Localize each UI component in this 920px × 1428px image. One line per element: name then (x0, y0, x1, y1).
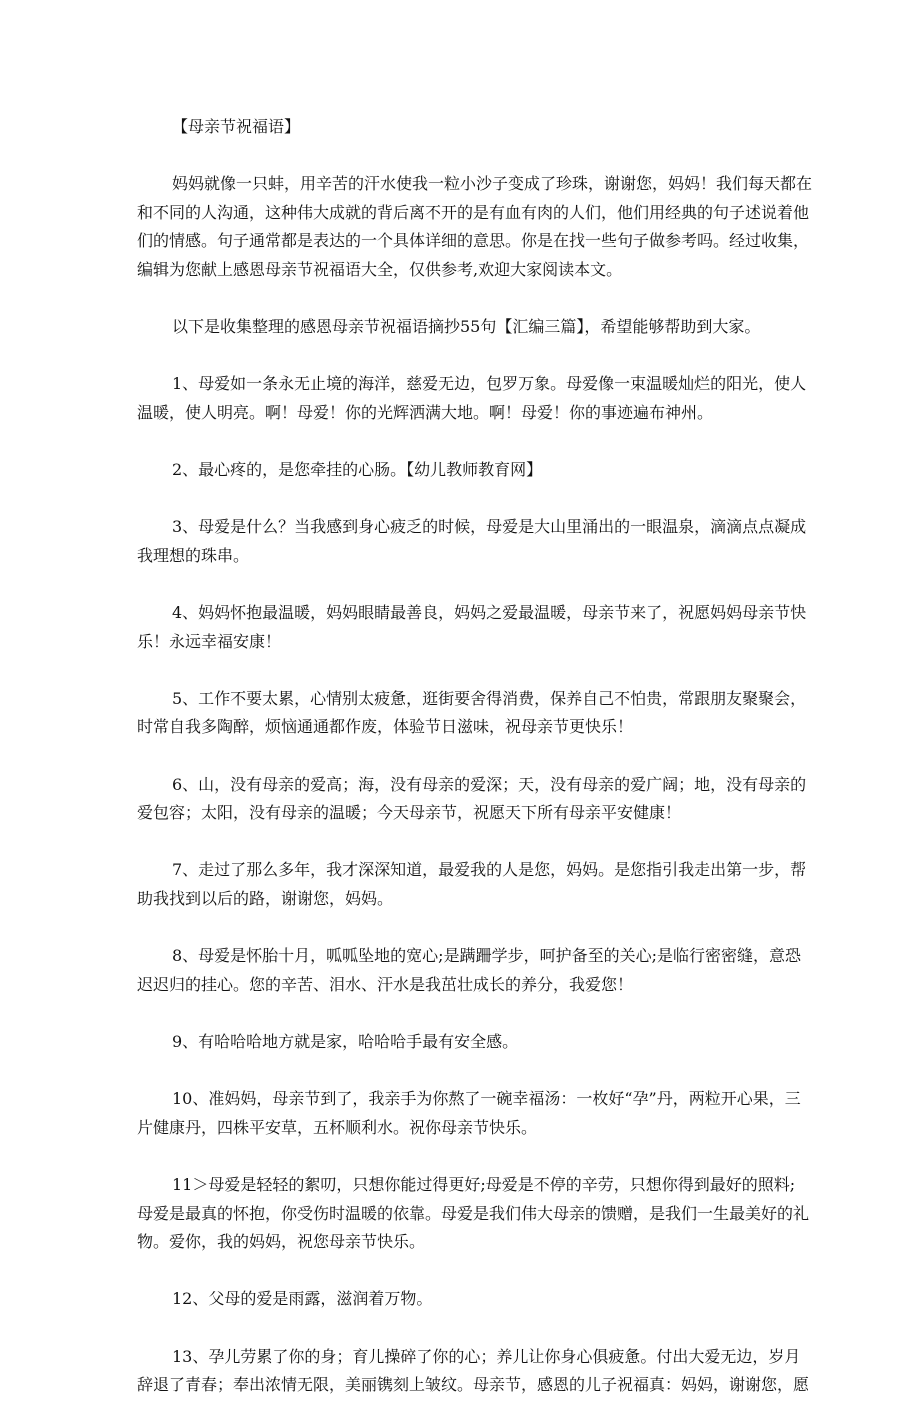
text-line: 们的情感。句子通常都是表达的一个具体详细的意思。你是在找一些句子做参考吗。经过收集， (137, 231, 810, 251)
paragraph (137, 1343, 810, 1400)
text-line: 爱包容；太阳，没有母亲的温暖；今天母亲节，祝愿天下所有母亲平安健康！ (137, 803, 682, 823)
paragraph (137, 1285, 797, 1314)
paragraph (137, 942, 801, 999)
paragraph (137, 685, 807, 742)
paragraph (137, 599, 807, 656)
document-page (137, 113, 813, 1428)
text-line: 母爱是最真的怀抱，你受伤时温暖的依靠。母爱是我们伟大母亲的馈赠，是我们一生最美好的礼 (137, 1203, 810, 1223)
paragraph (137, 856, 807, 913)
paragraph (137, 456, 797, 485)
paragraph (137, 1171, 810, 1257)
text-line: 助我找到以后的路，谢谢您，妈妈。 (137, 889, 394, 909)
text-line: 11＞母爱是轻轻的絮叨，只想你能过得更好;母爱是不停的辛劳，只想你得到最好的照料; (172, 1174, 796, 1194)
text-line: 5、工作不要太累，心情别太疲惫，逛街要舍得消费，保养自己不怕贵，常跟朋友聚聚会， (172, 688, 807, 708)
paragraph (137, 771, 807, 828)
text-line: 辞退了青春；奉出浓情无限，美丽镌刻上皱纹。母亲节，感恩的儿子祝福真：妈妈，谢谢您，愿 (137, 1375, 810, 1395)
text-line: 6、山，没有母亲的爱高；海，没有母亲的爱深；天，没有母亲的爱广阔；地，没有母亲的 (172, 774, 807, 794)
document-body (137, 170, 813, 1400)
text-line: 物。爱你，我的妈妈，祝您母亲节快乐。 (137, 1232, 426, 1252)
text-line: 和不同的人沟通，这种伟大成就的背后离不开的是有血有肉的人们，他们用经典的句子述说着他 (137, 202, 810, 222)
text-line: 13、孕儿劳累了你的身；育儿操碎了你的心；养儿让你身心俱疲惫。付出大爱无边，岁月 (172, 1346, 801, 1366)
text-line: 8、母爱是怀胎十月，呱呱坠地的宽心;是蹒跚学步，呵护备至的关心;是临行密密缝，意恐 (172, 946, 801, 966)
text-line: 片健康丹，四株平安草，五杯顺利水。祝你母亲节快乐。 (137, 1117, 538, 1137)
text-line: 4、妈妈怀抱最温暖，妈妈眼睛最善良，妈妈之爱最温暖，母亲节来了，祝愿妈妈母亲节快 (172, 603, 807, 623)
paragraph (137, 370, 807, 427)
text-line: 温暖，使人明亮。啊！母爱！你的光辉洒满大地。啊！母爱！你的事迹遍布神州。 (137, 402, 714, 422)
text-line: 1、母爱如一条永无止境的海洋，慈爱无边，包罗万象。母爱像一束温暖灿烂的阳光，使人 (172, 374, 807, 394)
text-line: 乐！永远幸福安康！ (137, 631, 282, 651)
paragraph (137, 170, 813, 284)
document-title: 【母亲节祝福语】 (172, 117, 301, 136)
text-line: 9、有哈哈哈地方就是家，哈哈哈手最有安全感。 (172, 1032, 519, 1051)
paragraph (137, 313, 797, 342)
text-line: 编辑为您献上感恩母亲节祝福语大全，仅供参考,欢迎大家阅读本文。 (137, 259, 623, 279)
paragraph (137, 1028, 797, 1057)
paragraph (137, 513, 807, 570)
text-line: 迟迟归的挂心。您的辛苦、泪水、汗水是我茁壮成长的养分，我爱您！ (137, 974, 634, 994)
text-line: 妈妈就像一只蚌，用辛苦的汗水使我一粒小沙子变成了珍珠，谢谢您，妈妈！我们每天都在 (172, 174, 813, 194)
paragraph (137, 1085, 801, 1142)
text-line: 以下是收集整理的感恩母亲节祝福语摘抄55句【汇编三篇】，希望能够帮助到大家。 (172, 317, 761, 337)
text-line: 7、走过了那么多年，我才深深知道，最爱我的人是您，妈妈。是您指引我走出第一步，帮 (172, 860, 807, 880)
text-line: 我理想的珠串。 (137, 545, 250, 565)
text-line: 时常自我多陶醉，烦恼通通都作废，体验节日滋味，祝母亲节更快乐！ (137, 717, 634, 737)
text-line: 12、父母的爱是雨露，滋润着万物。 (172, 1289, 433, 1309)
text-line: 2、最心疼的，是您牵挂的心肠。【幼儿教师教育网】 (172, 460, 543, 480)
text-line: 10、准妈妈，母亲节到了，我亲手为你熬了一碗幸福汤：一枚好“孕”丹，两粒开心果，三 (172, 1089, 801, 1109)
text-line: 3、母爱是什么？当我感到身心疲乏的时候，母爱是大山里涌出的一眼温泉，滴滴点点凝成 (172, 517, 807, 537)
